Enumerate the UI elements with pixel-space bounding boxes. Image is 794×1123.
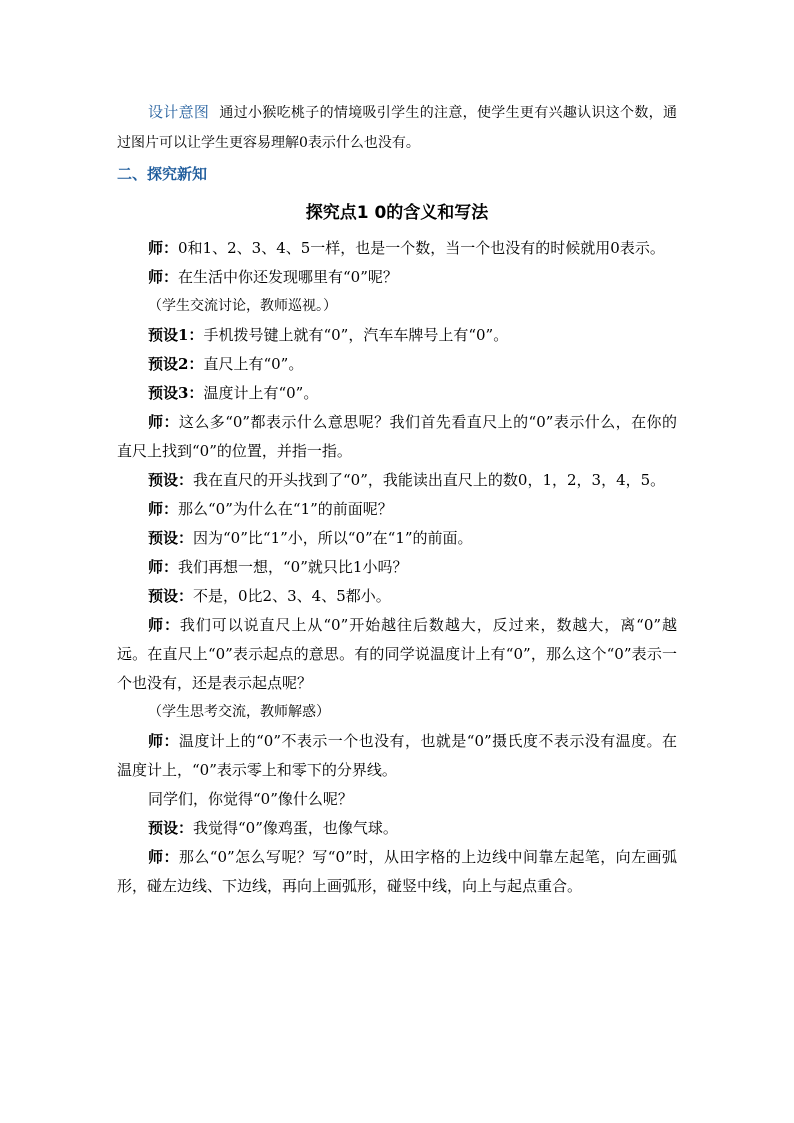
paragraph-1 [117, 234, 677, 263]
design-intent-label: 设计意图 [148, 103, 210, 121]
speaker: 师： [148, 848, 179, 866]
speaker: 师： [148, 413, 179, 431]
speaker: 预设3： [148, 384, 204, 402]
speaker: 预设： [148, 471, 194, 489]
paragraph-text: （学生思考交流，教师解惑） [148, 704, 330, 720]
paragraph-text: 那么“0”为什么在“1”的前面呢？ [178, 500, 393, 518]
paragraph-2 [117, 263, 677, 292]
paragraph-8 [117, 466, 677, 495]
speaker: 预设1： [148, 326, 204, 344]
section-heading: 二、探究新知 [117, 165, 208, 183]
paragraph-text: 这么多“0”都表示什么意思呢？我们首先看直尺上的“0”表示什么，在你的直尺上找到“0”的位置，并指一指。 [117, 413, 677, 460]
paragraph-11 [117, 553, 677, 582]
paragraph-16 [117, 785, 677, 814]
paragraph-5 [117, 350, 677, 379]
paragraph-text: （学生交流讨论，教师巡视。） [148, 298, 337, 314]
paragraph-text: 我在直尺的开头找到了“0”，我能读出直尺上的数0，1，2，3，4，5。 [193, 471, 666, 489]
topic-title: 探究点1 0的含义和写法 [305, 203, 489, 223]
speaker: 师： [148, 239, 179, 257]
paragraph-4 [117, 321, 677, 350]
paragraph-text: 手机拨号键上就有“0”，汽车车牌号上有“0”。 [203, 326, 509, 344]
paragraph-text: 我们再想一想，“0”就只比1小吗？ [178, 558, 408, 576]
paragraph-3 [117, 292, 677, 321]
paragraph-text: 因为“0”比“1”小，所以“0”在“1”的前面。 [193, 529, 473, 547]
paragraph-17 [117, 814, 677, 843]
speaker: 师： [148, 616, 180, 634]
paragraph-text: 我觉得“0”像鸡蛋，也像气球。 [193, 819, 398, 837]
paragraph-text: 0和1、2、3、4、5一样，也是一个数，当一个也没有的时候就用0表示。 [178, 239, 665, 257]
speaker: 师： [148, 558, 179, 576]
paragraph-9 [117, 495, 677, 524]
paragraph-text: 温度计上的“0”不表示一个也没有，也就是“0”摄氏度不表示没有温度。在温度计上，“0”表示零上和零下的分界线。 [117, 732, 677, 779]
design-intent [117, 98, 677, 158]
paragraph-10 [117, 524, 677, 553]
paragraph-text: 同学们，你觉得“0”像什么呢？ [148, 790, 353, 808]
paragraph-18 [117, 843, 677, 901]
document-content [117, 98, 677, 901]
paragraph-14 [117, 698, 677, 727]
speaker: 预设： [148, 587, 194, 605]
paragraph-15 [117, 727, 677, 785]
speaker: 预设： [148, 819, 194, 837]
design-intent-text: 通过小猴吃桃子的情境吸引学生的注意，使学生更有兴趣认识这个数，通过图片可以让学生更容易理解0表示什么也没有。 [117, 105, 677, 151]
paragraph-13 [117, 611, 677, 698]
speaker: 师： [148, 268, 179, 286]
paragraph-text: 我们可以说直尺上从“0”开始越往后数越大，反过来，数越大，离“0”越远。在直尺上“0”表示起点的意思。有的同学说温度计上有“0”，那么这个“0”表示一个也没有，还是表示起点呢？ [117, 616, 677, 692]
speaker: 预设： [148, 529, 194, 547]
paragraph-text: 不是，0比2、3、4、5都小。 [193, 587, 391, 605]
paragraph-7 [117, 408, 677, 466]
speaker: 师： [148, 732, 179, 750]
speaker: 师： [148, 500, 179, 518]
paragraph-text: 直尺上有“0”。 [203, 355, 304, 373]
paragraph-6 [117, 379, 677, 408]
speaker: 预设2： [148, 355, 204, 373]
paragraph-12 [117, 582, 677, 611]
paragraph-text: 那么“0”怎么写呢？写“0”时，从田字格的上边线中间靠左起笔，向左画弧形，碰左边线、下边线，再向上画弧形，碰竖中线，向上与起点重合。 [117, 848, 677, 895]
paragraph-text: 温度计上有“0”。 [203, 384, 319, 402]
paragraph-text: 在生活中你还发现哪里有“0”呢？ [178, 268, 398, 286]
